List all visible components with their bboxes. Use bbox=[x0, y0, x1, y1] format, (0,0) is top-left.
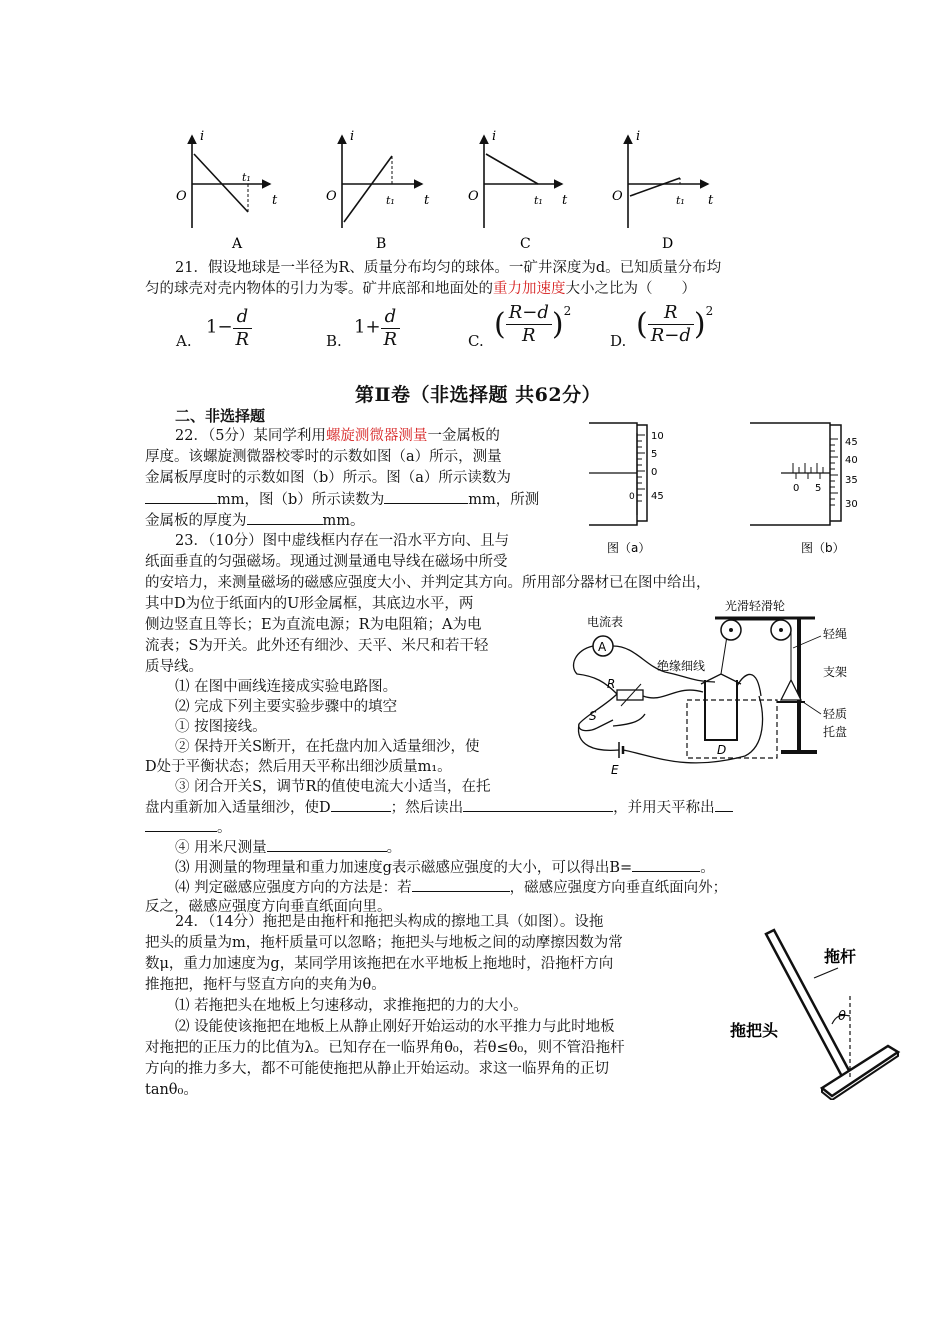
q23-line5: 侧边竖直且等长；E为直流电源；R为电阻箱；A为电 bbox=[145, 617, 482, 633]
section-title: 第Ⅱ卷（非选择题 共62分） bbox=[355, 384, 602, 406]
graph-a-origin: O bbox=[176, 189, 187, 204]
option-a-fraction bbox=[233, 306, 253, 351]
q23-line1: 23．（10分）图中虚线框内存在一沿水平方向、且与 bbox=[175, 533, 510, 549]
option-d-den: R−d bbox=[650, 325, 691, 346]
q22-line4 bbox=[145, 489, 539, 510]
q22-line4-a: mm，图（b）所示读数为 bbox=[217, 492, 385, 508]
graph-d-label: D bbox=[662, 236, 674, 252]
q23-step1: ⑴ 在图中画线连接成实验电路图。 bbox=[175, 679, 398, 695]
battery-label: E bbox=[611, 763, 619, 777]
q22-line2: 厚度。该螺旋测微器校零时的示数如图（a）所示，测量 bbox=[145, 449, 502, 465]
graph-c-t1: t₁ bbox=[534, 194, 543, 207]
q22-line1-post: 一金属板的 bbox=[427, 428, 500, 444]
scale-a-45: 45 bbox=[651, 491, 664, 502]
mop-pole-label: 拖杆 bbox=[824, 947, 857, 966]
option-d-num: R bbox=[648, 302, 694, 325]
q23-blank-b[interactable] bbox=[632, 857, 700, 872]
option-b-label: B. bbox=[326, 332, 342, 350]
q24-line5: ⑴ 若拖把头在地板上匀速移动，求推拖把的力的大小。 bbox=[175, 998, 528, 1014]
option-c-exponent: 2 bbox=[563, 304, 572, 318]
graph-b-t1: t₁ bbox=[386, 194, 395, 207]
q23-line2: 纸面垂直的匀强磁场。现通过测量通电导线在磁场中所受 bbox=[145, 554, 508, 570]
q23-blank-reading[interactable] bbox=[463, 797, 613, 812]
q22-keyword: 螺旋测微器测量 bbox=[325, 428, 428, 444]
q24-line6: ⑵ 设能使该拖把在地板上从静止刚好开始运动的水平推力与此时地板 bbox=[175, 1019, 615, 1035]
q23-blank-length[interactable] bbox=[267, 837, 387, 852]
q24-line4: 推拖把，拖杆与竖直方向的夹角为θ。 bbox=[145, 977, 386, 993]
scale-b-35: 35 bbox=[845, 475, 858, 486]
q22-line4-b: mm，所测 bbox=[468, 492, 540, 508]
q21-line2-post: 大小之比为（ ） bbox=[565, 281, 696, 297]
mop-diagram bbox=[728, 920, 908, 1100]
graph-a-yaxis-label: i bbox=[200, 129, 205, 144]
scale-b-40: 40 bbox=[845, 455, 858, 466]
graph-c-xaxis-label: t bbox=[562, 193, 568, 208]
option-b-fraction bbox=[381, 306, 401, 351]
option-a-prefix: 1− bbox=[206, 316, 233, 338]
magnetic-field-region bbox=[687, 700, 777, 758]
main-b-0: 0 bbox=[793, 483, 800, 494]
q23-blank-mass-a[interactable] bbox=[715, 797, 733, 812]
q23-step3: ① 按图接线。 bbox=[175, 719, 267, 735]
circuit-apparatus-diagram bbox=[565, 596, 865, 786]
q23-step5: D处于平衡状态；然后用天平称出细沙质量m₁。 bbox=[145, 759, 452, 775]
q23-step7-c: ，并用天平称出 bbox=[613, 800, 715, 816]
tray-label-1: 轻质 bbox=[823, 707, 848, 721]
q23-line3: 的安培力，来测量磁场的磁感应强度大小、并判定其方向。所用部分器材已在图中给出， bbox=[145, 575, 711, 591]
pulley-label: 光滑轻滑轮 bbox=[725, 599, 786, 613]
main-b-5: 5 bbox=[815, 483, 822, 494]
micrometer-a bbox=[589, 423, 664, 555]
q21-line1: 21．假设地球是一半径为R、质量分布均匀的球体。一矿井深度为d。已知质量分布均 bbox=[175, 260, 722, 276]
q23-blank-mass-b[interactable] bbox=[145, 817, 217, 832]
graph-d-xaxis-label: t bbox=[708, 193, 714, 208]
q21-line2-pre: 匀的球壳对壳内物体的引力为零。矿井底部和地面处的 bbox=[145, 281, 493, 297]
graph-c-origin: O bbox=[468, 189, 479, 204]
q21-keyword: 重力加速度 bbox=[493, 281, 566, 297]
scale-b-30: 30 bbox=[845, 499, 858, 510]
q23-step11: ⑷ 判定磁感应强度方向的方法是：若 ，磁感应强度方向垂直纸面向外； bbox=[175, 877, 727, 898]
scale-a-10: 10 bbox=[651, 431, 664, 442]
q23-step4: ② 保持开关S断开，在托盘内加入适量细沙，使 bbox=[175, 739, 480, 755]
ammeter-label: 电流表 bbox=[587, 615, 624, 629]
graph-d-yaxis-label: i bbox=[636, 129, 641, 144]
q22-line1-pre: 22．（5分）某同学利用 bbox=[175, 428, 326, 444]
it-graphs-figure bbox=[170, 128, 730, 253]
ammeter-symbol: A bbox=[598, 640, 607, 654]
q23-step11-text: ⑷ 判定磁感应强度方向的方法是：若 bbox=[175, 880, 412, 896]
option-d-fraction bbox=[648, 302, 694, 347]
option-b-prefix: 1+ bbox=[354, 316, 381, 338]
q21-line2 bbox=[145, 279, 696, 299]
insulated-thread-label: 绝缘细线 bbox=[657, 659, 706, 673]
graph-b-xaxis-label: t bbox=[424, 193, 430, 208]
q22-line5-b: mm。 bbox=[322, 513, 365, 529]
q23-step10-text: ⑶ 用测量的物理量和重力加速度g表示磁感应强度的大小，可以得出B= bbox=[175, 860, 633, 876]
q22-blank-b[interactable] bbox=[384, 489, 468, 504]
scale-a-5: 5 bbox=[651, 449, 658, 460]
u-frame bbox=[705, 680, 737, 740]
q23-step9: ④ 用米尺测量 。 bbox=[175, 837, 401, 858]
theta-label: θ bbox=[838, 1009, 846, 1024]
q24-line8: 方向的推力多大，都不可能使拖把从静止开始运动。求这一临界角的正切 bbox=[145, 1061, 609, 1077]
subsection-title: 二、非选择题 bbox=[175, 407, 266, 425]
graph-b-label: B bbox=[376, 236, 387, 252]
q22-blank-thickness[interactable] bbox=[247, 510, 323, 525]
q23-blank-state[interactable] bbox=[331, 797, 391, 812]
q23-step2: ⑵ 完成下列主要实验步骤中的填空 bbox=[175, 699, 398, 715]
q23-line7: 质导线。 bbox=[145, 659, 203, 675]
option-b-den: R bbox=[383, 329, 398, 350]
resistor-label: R bbox=[607, 677, 616, 691]
option-c-label: C. bbox=[468, 332, 484, 350]
graph-b-origin: O bbox=[326, 189, 337, 204]
rope-label: 轻绳 bbox=[823, 627, 848, 641]
graph-b-yaxis-label: i bbox=[350, 129, 355, 144]
q23-step9-text: ④ 用米尺测量 bbox=[175, 840, 267, 856]
u-frame-label: D bbox=[717, 743, 727, 757]
graph-a-t1: t₁ bbox=[242, 171, 251, 184]
q22-line1 bbox=[175, 426, 500, 446]
graph-d-origin: O bbox=[612, 189, 623, 204]
graph-b bbox=[326, 129, 430, 252]
option-d-exponent: 2 bbox=[705, 304, 714, 318]
q23-step6: ③ 闭合开关S，调节R的值使电流大小适当，在托 bbox=[175, 779, 491, 795]
q23-step7-a: 盘内重新加入适量细沙，使D bbox=[145, 800, 331, 816]
q22-blank-a[interactable] bbox=[145, 489, 217, 504]
graph-a bbox=[176, 129, 278, 252]
resistor-icon bbox=[617, 690, 643, 700]
q24-line1: 24．（14分）拖把是由拖杆和拖把头构成的擦地工具（如图）。设拖 bbox=[175, 914, 604, 930]
fig-a-caption-text: 图（a） bbox=[607, 541, 651, 555]
option-a-num: d bbox=[233, 306, 253, 329]
graph-c-yaxis-label: i bbox=[492, 129, 497, 144]
q24-line7: 对拖把的正压力的比值为λ。已知存在一临界角θ₀，若θ≤θ₀，则不管沿拖杆 bbox=[145, 1040, 625, 1056]
tray-label-2: 托盘 bbox=[823, 725, 848, 739]
q24-line2: 把头的质量为m，拖杆质量可以忽略；拖把头与地板之间的动摩擦因数为常 bbox=[145, 935, 623, 951]
mop-head-label: 拖把头 bbox=[730, 1021, 779, 1040]
q22-line3: 金属板厚度时的示数如图（b）所示。图（a）所示读数为 bbox=[145, 470, 511, 486]
q24-line9: tanθ₀。 bbox=[145, 1082, 198, 1098]
q23-step7 bbox=[145, 797, 733, 818]
stand-label: 支架 bbox=[823, 665, 848, 679]
q23-line4: 其中D为位于纸面内的U形金属框，其底边水平，两 bbox=[145, 596, 474, 612]
scale-b-45: 45 bbox=[845, 437, 858, 448]
option-b-num: d bbox=[381, 306, 401, 329]
q23-line6: 流表；S为开关。此外还有细沙、天平、米尺和若干轻 bbox=[145, 638, 489, 654]
graph-d-t1: t₁ bbox=[676, 194, 685, 207]
option-c-fraction bbox=[506, 302, 552, 347]
option-a-label: A. bbox=[176, 332, 192, 350]
q23-step10: ⑶ 用测量的物理量和重力加速度g表示磁感应强度的大小，可以得出B= 。 bbox=[175, 857, 715, 878]
option-d-label: D. bbox=[610, 332, 627, 350]
option-c-num: R−d bbox=[506, 302, 552, 325]
graph-c-label: C bbox=[520, 236, 531, 252]
q24-line3: 数μ，重力加速度为g，某同学用该拖把在水平地板上拖地时，沿拖杆方向 bbox=[145, 956, 614, 972]
graph-c bbox=[468, 129, 568, 252]
fig-b-caption: 图（b） bbox=[801, 541, 845, 555]
q23-step7-b: ；然后读出 bbox=[390, 800, 464, 816]
graph-d bbox=[612, 129, 714, 252]
micrometer-b bbox=[750, 423, 858, 555]
switch-icon bbox=[597, 720, 613, 728]
option-a-den: R bbox=[235, 329, 250, 350]
q22-line5-a: 金属板的厚度为 bbox=[145, 513, 247, 529]
option-c-den: R bbox=[522, 325, 536, 346]
q22-line5 bbox=[145, 510, 365, 531]
switch-label: S bbox=[589, 709, 597, 723]
micrometer-figure bbox=[585, 415, 885, 560]
q23-step12: 反之，磁感应强度方向垂直纸面向里。 bbox=[145, 899, 392, 915]
graph-a-label: A bbox=[232, 236, 243, 252]
q23-blank-direction[interactable] bbox=[412, 877, 510, 892]
scale-a-0: 0 bbox=[651, 467, 658, 478]
graph-a-xaxis-label: t bbox=[272, 193, 278, 208]
q23-step8: 。 bbox=[145, 817, 232, 838]
svg-text:0: 0 bbox=[629, 492, 635, 502]
